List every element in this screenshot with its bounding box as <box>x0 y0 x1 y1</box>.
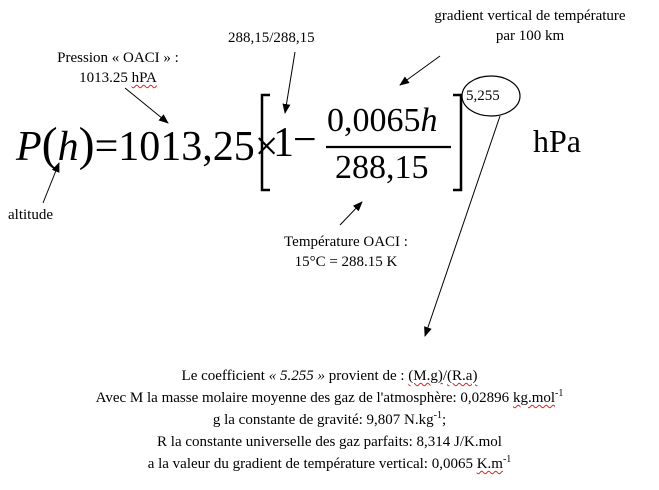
arrow-temperature <box>340 202 362 225</box>
note-line-5 <box>0 453 659 475</box>
note-line-4: R la constante universelle des gaz parfaits: 8,314 J/K.mol <box>157 434 502 450</box>
numerator-var: h <box>420 102 438 139</box>
note-1-c: provient de : <box>324 368 409 384</box>
note-3-b: ; <box>441 412 447 428</box>
formula-exponent: 5,255 <box>466 88 500 104</box>
annotation-pression-line1: Pression « OACI » : <box>57 50 179 66</box>
note-2-a: Avec M la masse molaire moyenne des gaz de l'atmosphère: 0,02896 <box>95 390 513 406</box>
arrow-exponent <box>425 116 500 336</box>
note-3-sup: -1 <box>433 410 442 421</box>
note-2-unit: kg.mol <box>512 390 556 406</box>
formula-denominator: 288,15 <box>335 149 429 186</box>
formula-unit: hPa <box>533 123 581 159</box>
annotation-ratio: 288,15/288,15 <box>228 30 315 46</box>
arrow-pression <box>125 88 168 123</box>
note-1-coefficient: « 5.255 » <box>268 368 325 384</box>
annotation-gradient-line2: par 100 km <box>495 28 565 44</box>
formula-minus: − <box>293 117 317 163</box>
note-2-sup: -1 <box>555 388 564 399</box>
note-1-a: Le coefficient <box>181 368 269 384</box>
formula-paren-open: ( <box>41 118 58 171</box>
note-line-2 <box>0 387 659 409</box>
note-5-unit: K.m <box>476 456 503 472</box>
note-1-mg: (M.g) <box>408 368 443 384</box>
note-1-slash: / <box>442 368 448 384</box>
annotation-gradient-line1: gradient vertical de température <box>434 8 626 24</box>
note-1-ra: (R.a) <box>447 368 478 384</box>
note-3-a: g la constante de gravité: 9,807 N.kg <box>212 412 434 428</box>
arrow-altitude <box>43 163 59 203</box>
note-5-a: a la valeur du gradient de température vertical: 0,0065 <box>147 456 477 472</box>
numerator-value: 0,0065 <box>327 102 421 139</box>
annotation-temperature-line1: Température OACI : <box>284 234 408 250</box>
formula-paren-close: ) <box>78 118 95 171</box>
left-bracket <box>262 95 270 190</box>
note-5-sup: -1 <box>502 454 512 465</box>
pression-unit: hPA <box>131 70 157 86</box>
formula-one: 1 <box>273 120 294 166</box>
formula-equals-constant: =1013,25× <box>94 124 279 170</box>
pression-value: 1013.25 <box>79 70 132 86</box>
annotation-temperature-line2: 15°C = 288.15 K <box>294 254 398 270</box>
right-bracket <box>453 95 461 190</box>
annotation-altitude: altitude <box>8 207 53 223</box>
arrow-gradient <box>400 56 440 85</box>
exponent-ellipse <box>462 76 520 116</box>
arrow-ratio <box>285 52 295 113</box>
notes-block <box>0 365 659 475</box>
note-line-1 <box>0 365 659 387</box>
note-line-3 <box>0 409 659 431</box>
formula-h: h <box>57 124 79 170</box>
formula-P: P <box>16 124 42 170</box>
